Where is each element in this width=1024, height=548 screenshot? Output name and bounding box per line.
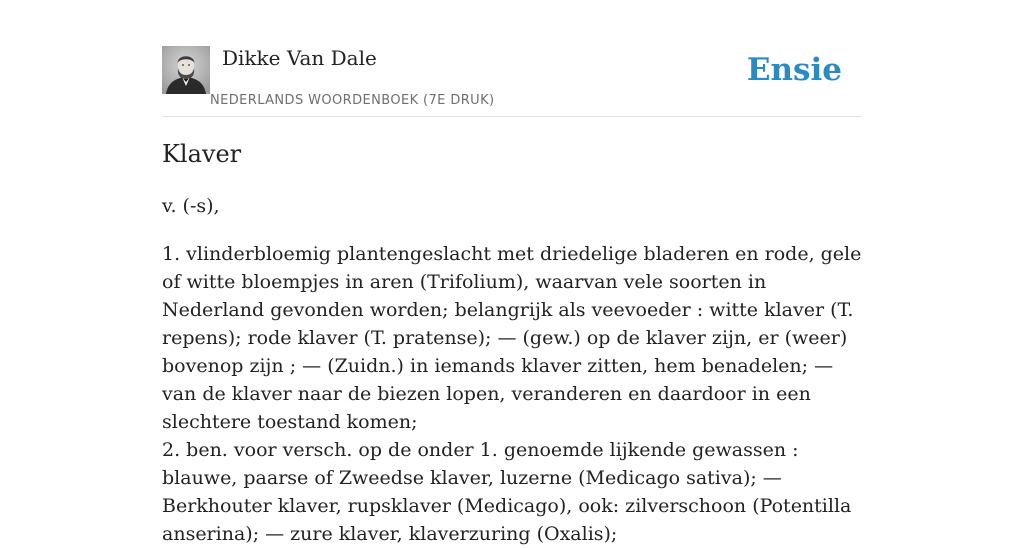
sense-item: 1. vlinderbloemig plantengeslacht met driedelige bladeren en rode, gele of witte bloempjes in aren (Trifolium), waarvan vele soorten in Nederland gevonden worden; belangrijk als veevoeder : witte klaver (T. repens); rode klaver (T. pratense); — (gew.) op de klaver zijn, er (weer) bovenop zijn ; — (Zuidn.) in iemands klaver zitten, hem benadelen; — van de klaver naar de biezen lopen, veranderen en daardoor in een slechtere toestand komen; [162,243,862,433]
sense-list [162,240,862,548]
source-header [162,46,862,117]
ensie-logo[interactable]: Ensie [746,52,842,88]
source-name[interactable]: Dikke Van Dale [222,46,377,70]
grammar-info: v. (-s), [162,195,220,217]
portrait-icon [162,46,210,94]
source-subtitle: NEDERLANDS WOORDENBOEK (7E DRUK) [210,93,495,108]
headword: Klaver [162,140,242,168]
sense-item: 2. ben. voor versch. op de onder 1. genoemde lijkende gewassen : blauwe, paarse of Zweedse klaver, luzerne (Medicago sativa); — Berkhouter klaver, rupsklaver (Medicago), ook: zilverschoon (Potentilla anserina); — zure klaver, klaverzuring (Oxalis); [162,439,852,545]
entry-content [162,138,862,548]
author-avatar[interactable] [162,46,210,94]
